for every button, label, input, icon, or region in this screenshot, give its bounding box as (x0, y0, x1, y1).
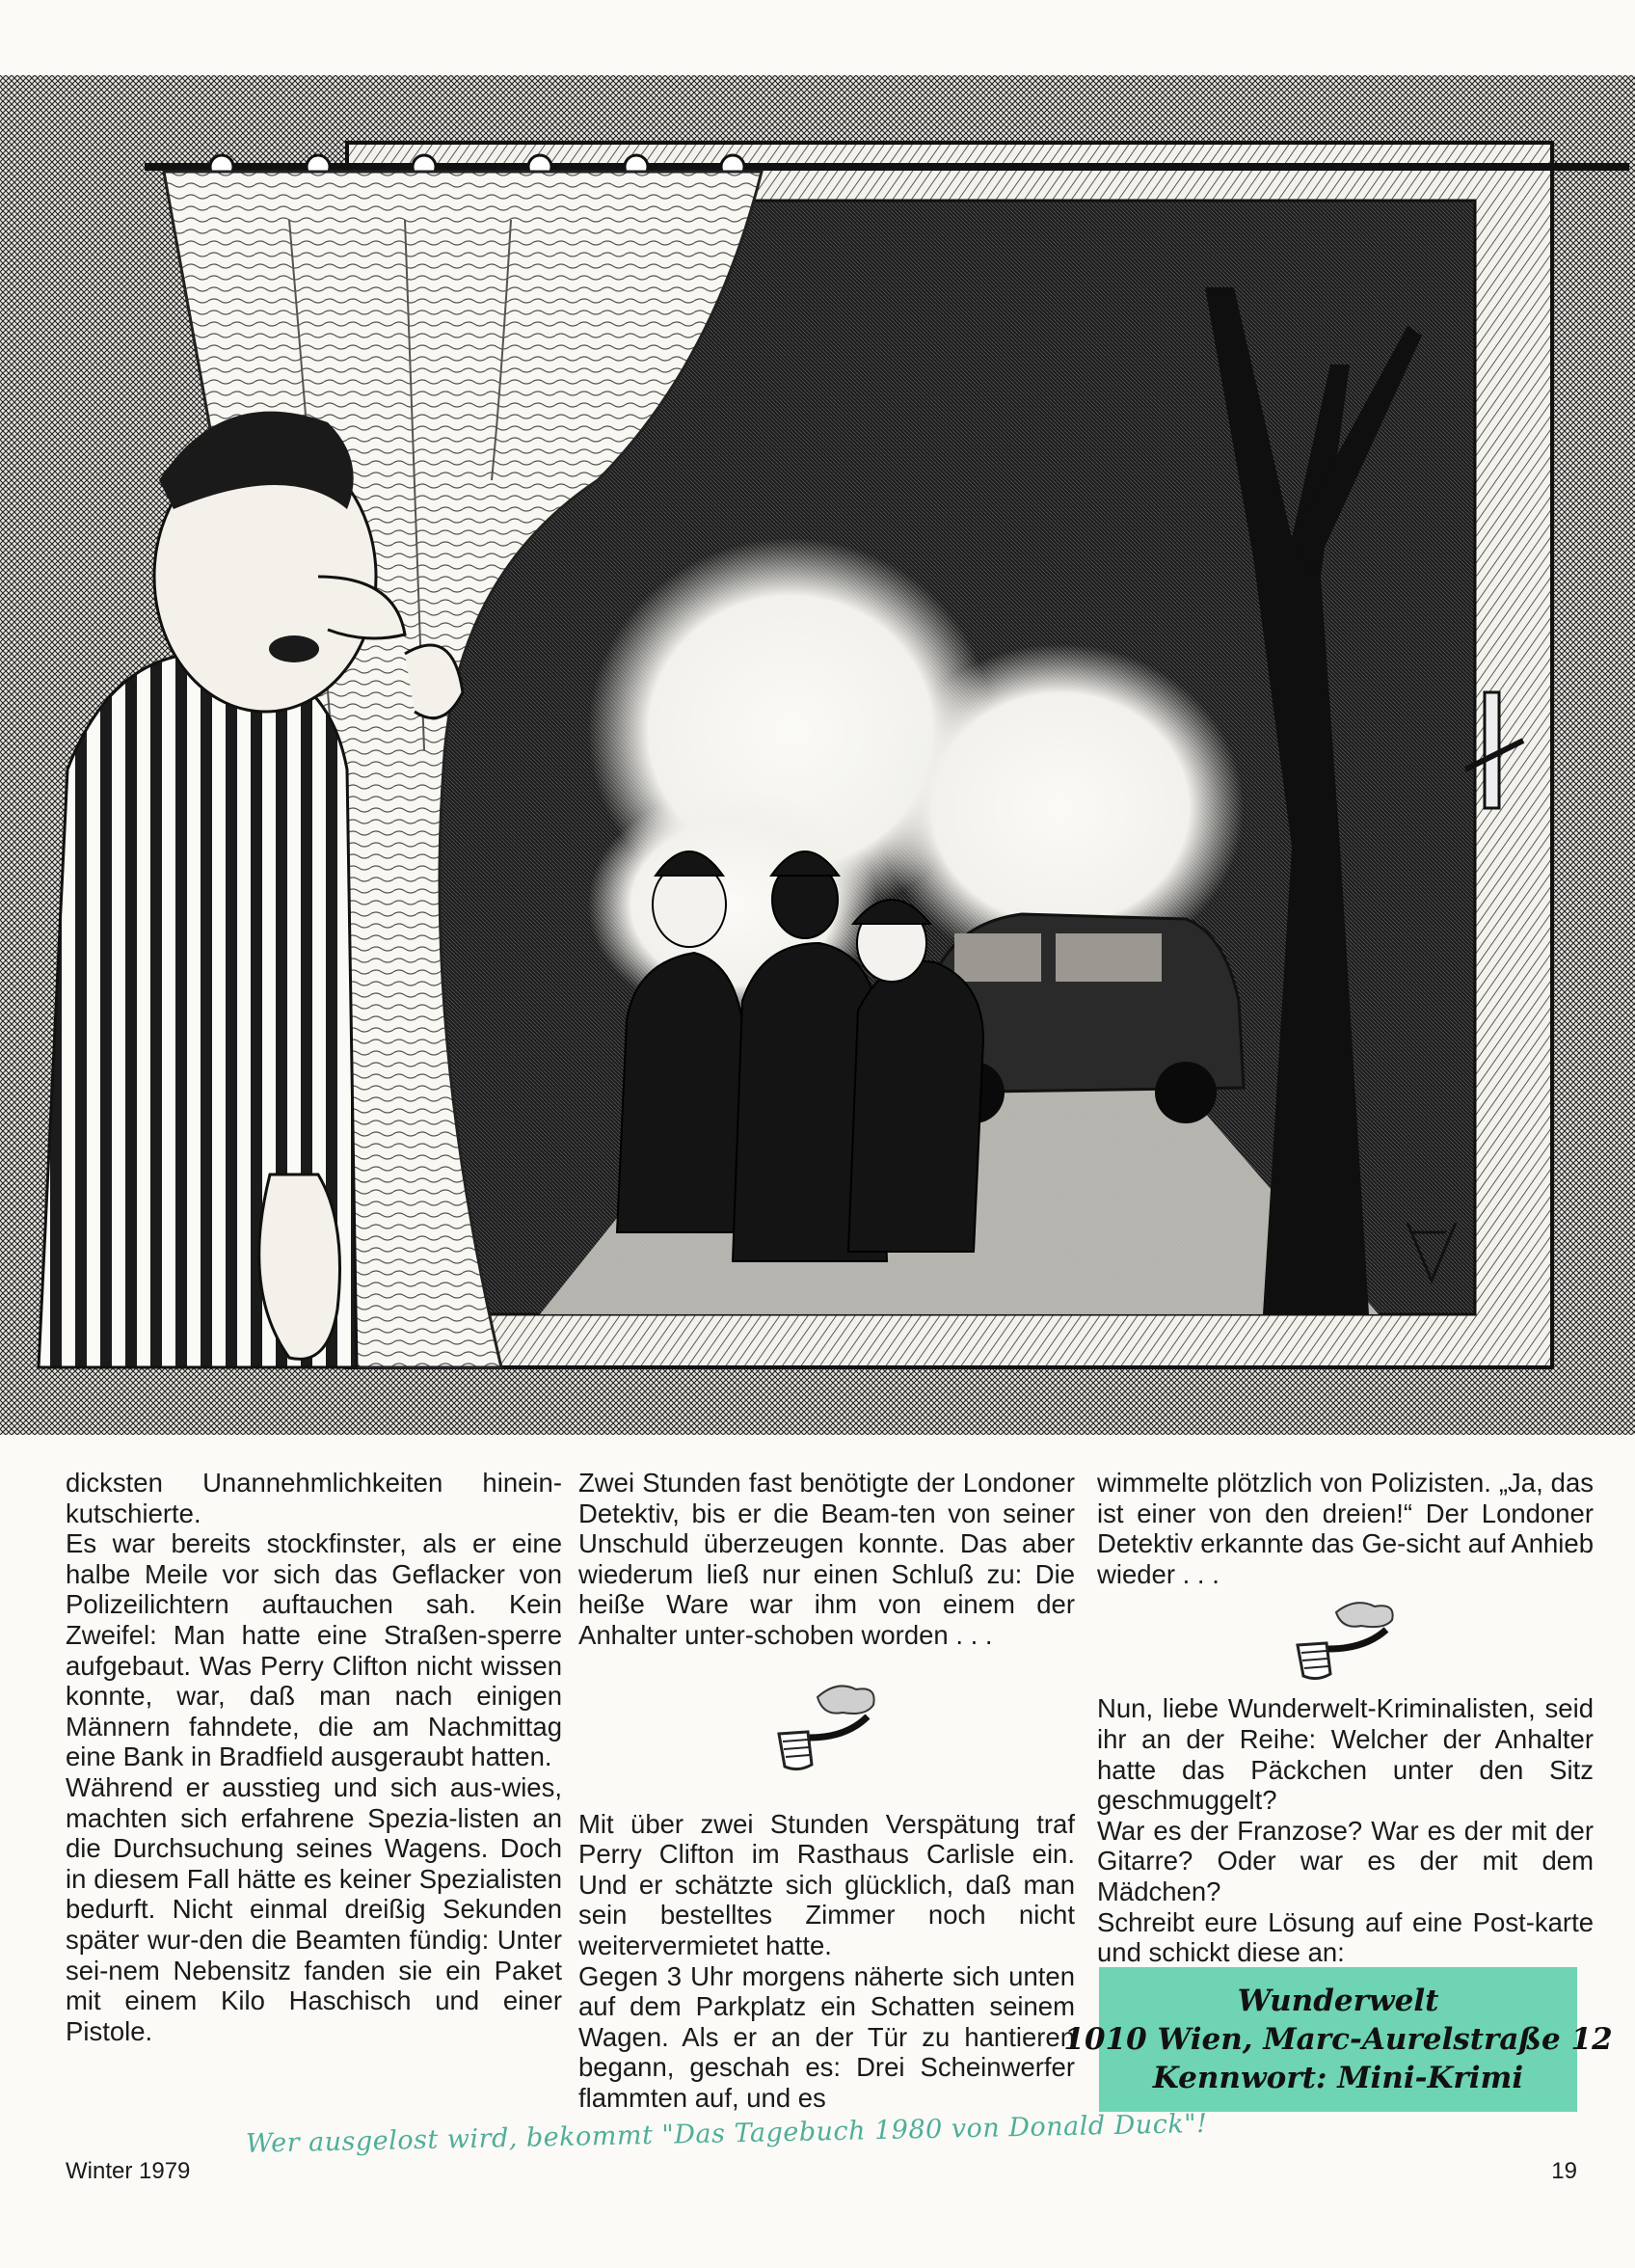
paragraph: dicksten Unannehmlichkeiten hinein-kutschierte. (66, 1468, 562, 1528)
address-line-3: Kennwort: Mini-Krimi (1152, 2061, 1524, 2095)
paragraph: Schreibt eure Lösung auf eine Post-karte und schickt diese an: (1097, 1906, 1594, 1968)
prize-note: Wer ausgelost wird, bekommt "Das Tagebuch 1980 von Donald Duck"! (245, 2108, 1208, 2159)
paragraph: Zwei Stunden fast benötigte der Londoner Detektiv, bis er die Beam-ten von seiner Unschuld überzeugen konnte. Das aber wiederum ließ nur einen Schluß zu: Die heiße Ware war ihm von einem der Anhalter unter-schoben worden . . . (578, 1468, 1075, 1650)
paragraph: Es war bereits stockfinster, als er eine halbe Meile vor sich das Geflacker von Polizeilichtern auftauchen sah. Kein Zweifel: Man hatte eine Straßen-sperre aufgebaut. Was Perry Clifton nicht wissen konnte, war, daß man nach einigen Männern fahndete, die am Nachmittag eine Bank in Bradfield ausgeraubt hatten. (66, 1528, 562, 1772)
article-column-2 (578, 1468, 1075, 2114)
paragraph: Gegen 3 Uhr morgens näherte sich unten auf dem Parkplatz ein Schatten seinem Wagen. Als er an der Tür zu hantieren begann, geschah es: Drei Scheinwerfer flammten auf, und es (578, 1960, 1075, 2113)
page-number: 19 (1551, 2158, 1577, 2184)
paragraph: Während er ausstieg und sich aus-wies, machten sich erfahrene Spezia-listen an die Durchsuchung seines Wagens. Doch in diesem Fall hätte es keiner Spezialisten bedurft. Nicht einmal dreißig Sekunden später wur-den die Beamten fündig: Unter sei-nem Nebensitz fanden sie ein Paket mit einem Kilo Haschisch und einer Pistole. (66, 1771, 562, 2046)
paragraph: Nun, liebe Wunderwelt-Kriminalisten, seid ihr an der Reihe: Welcher der Anhalter hatte das Päckchen unter den Sitz geschmuggelt? (1097, 1693, 1594, 1816)
pipe-icon (1278, 1597, 1413, 1684)
paragraph: Mit über zwei Stunden Verspätung traf Perry Clifton im Rasthaus Carlisle ein. Und er schätzte sich glücklich, daß man sein bestelltes Zimmer noch nicht weitervermietet hatte. (578, 1808, 1075, 1960)
issue-label: Winter 1979 (66, 2158, 191, 2184)
paragraph: War es der Franzose? War es der mit der Gitarre? Oder war es der mit dem Mädchen? (1097, 1815, 1594, 1906)
article-column-1 (66, 1468, 562, 2046)
address-box (1063, 1967, 1613, 2112)
pipe-icon (760, 1678, 895, 1774)
paragraph: wimmelte plötzlich von Polizisten. „Ja, das ist einer von den dreien!“ Der Londoner Detektiv erkannte das Ge-sicht auf Anhieb wieder . . . (1097, 1468, 1594, 1589)
crime-illustration (0, 75, 1635, 1435)
address-line-1: Wunderwelt (1237, 1984, 1439, 2018)
article-column-3 (1097, 1468, 1594, 1968)
address-line-2: 1010 Wien, Marc-Aurelstraße 12 (1063, 2022, 1613, 2057)
